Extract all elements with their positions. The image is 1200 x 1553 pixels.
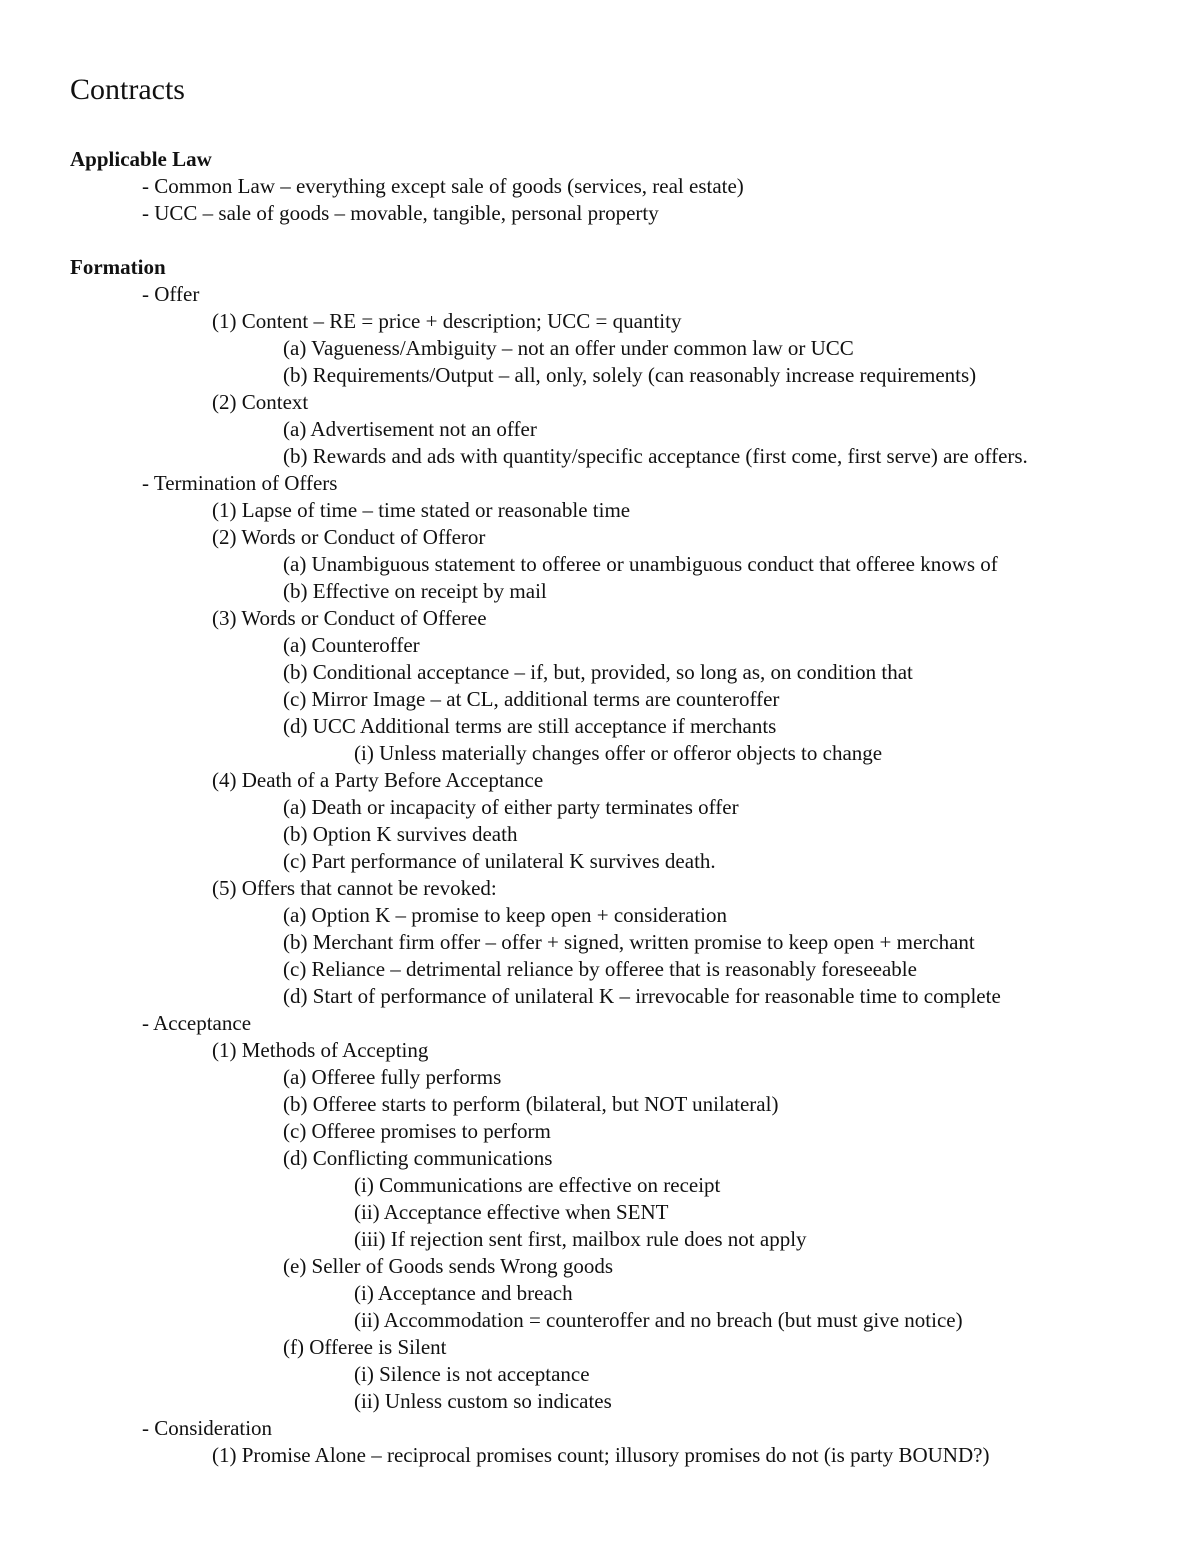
list-item-acceptance-methods-d-ii: (ii) Acceptance effective when SENT <box>354 1200 669 1224</box>
list-item-acceptance-methods-d: (d) Conflicting communications <box>283 1146 553 1170</box>
list-item-termination-lapse: (1) Lapse of time – time stated or reasonable time <box>212 498 631 522</box>
list-item-termination-offeree-d-i: (i) Unless materially changes offer or offeror objects to change <box>354 741 883 765</box>
list-item-termination-offeree: (3) Words or Conduct of Offeree <box>212 606 487 630</box>
list-item-termination-offeree-d: (d) UCC Additional terms are still acceptance if merchants <box>283 714 777 738</box>
list-item-termination-death: (4) Death of a Party Before Acceptance <box>212 768 544 792</box>
list-item-ucc: - UCC – sale of goods – movable, tangible, personal property <box>142 201 659 225</box>
list-item-common-law: - Common Law – everything except sale of goods (services, real estate) <box>142 174 744 198</box>
list-item-termination-offeree-b: (b) Conditional acceptance – if, but, provided, so long as, on condition that <box>283 660 913 684</box>
list-item-termination-irrevocable: (5) Offers that cannot be revoked: <box>212 876 497 900</box>
list-item-offer-content-b: (b) Requirements/Output – all, only, solely (can reasonably increase requirements) <box>283 363 977 387</box>
list-item-termination-irrevocable-c: (c) Reliance – detrimental reliance by offeree that is reasonably foreseeable <box>283 957 917 981</box>
list-item-termination: - Termination of Offers <box>142 471 338 495</box>
list-item-offer-context-b: (b) Rewards and ads with quantity/specific acceptance (first come, first serve) are offers. <box>283 444 1028 468</box>
list-item-acceptance-methods: (1) Methods of Accepting <box>212 1038 429 1062</box>
list-item-acceptance-methods-e-i: (i) Acceptance and breach <box>354 1281 573 1305</box>
list-item-consideration: - Consideration <box>142 1416 273 1440</box>
list-item-acceptance-methods-d-iii: (iii) If rejection sent first, mailbox rule does not apply <box>354 1227 807 1251</box>
list-item-offer-context-a: (a) Advertisement not an offer <box>283 417 537 441</box>
list-item-termination-death-a: (a) Death or incapacity of either party terminates offer <box>283 795 739 819</box>
list-item-offer-content-a: (a) Vagueness/Ambiguity – not an offer under common law or UCC <box>283 336 854 360</box>
list-item-termination-offeree-c: (c) Mirror Image – at CL, additional terms are counteroffer <box>283 687 780 711</box>
section-heading-formation: Formation <box>70 255 166 279</box>
list-item-offer: - Offer <box>142 282 200 306</box>
list-item-acceptance-methods-f-ii: (ii) Unless custom so indicates <box>354 1389 612 1413</box>
list-item-consideration-promise-alone: (1) Promise Alone – reciprocal promises count; illusory promises do not (is party BOUND?) <box>212 1443 990 1467</box>
list-item-termination-death-b: (b) Option K survives death <box>283 822 518 846</box>
list-item-acceptance-methods-a: (a) Offeree fully performs <box>283 1065 502 1089</box>
list-item-acceptance-methods-e-ii: (ii) Accommodation = counteroffer and no breach (but must give notice) <box>354 1308 963 1332</box>
list-item-termination-irrevocable-b: (b) Merchant firm offer – offer + signed, written promise to keep open + merchant <box>283 930 975 954</box>
list-item-offer-content: (1) Content – RE = price + description; UCC = quantity <box>212 309 682 333</box>
list-item-termination-offeror: (2) Words or Conduct of Offeror <box>212 525 486 549</box>
list-item-termination-irrevocable-d: (d) Start of performance of unilateral K – irrevocable for reasonable time to complete <box>283 984 1001 1008</box>
document-title: Contracts <box>70 73 185 106</box>
list-item-acceptance-methods-d-i: (i) Communications are effective on receipt <box>354 1173 721 1197</box>
list-item-acceptance-methods-f: (f) Offeree is Silent <box>283 1335 447 1359</box>
list-item-acceptance: - Acceptance <box>142 1011 252 1035</box>
list-item-acceptance-methods-e: (e) Seller of Goods sends Wrong goods <box>283 1254 614 1278</box>
list-item-acceptance-methods-b: (b) Offeree starts to perform (bilateral, but NOT unilateral) <box>283 1092 779 1116</box>
list-item-termination-irrevocable-a: (a) Option K – promise to keep open + consideration <box>283 903 727 927</box>
section-heading-applicable-law: Applicable Law <box>70 147 212 171</box>
list-item-acceptance-methods-f-i: (i) Silence is not acceptance <box>354 1362 590 1386</box>
list-item-acceptance-methods-c: (c) Offeree promises to perform <box>283 1119 551 1143</box>
list-item-termination-offeree-a: (a) Counteroffer <box>283 633 420 657</box>
list-item-termination-offeror-b: (b) Effective on receipt by mail <box>283 579 547 603</box>
list-item-offer-context: (2) Context <box>212 390 309 414</box>
list-item-termination-offeror-a: (a) Unambiguous statement to offeree or unambiguous conduct that offeree knows of <box>283 552 998 576</box>
list-item-termination-death-c: (c) Part performance of unilateral K survives death. <box>283 849 716 873</box>
